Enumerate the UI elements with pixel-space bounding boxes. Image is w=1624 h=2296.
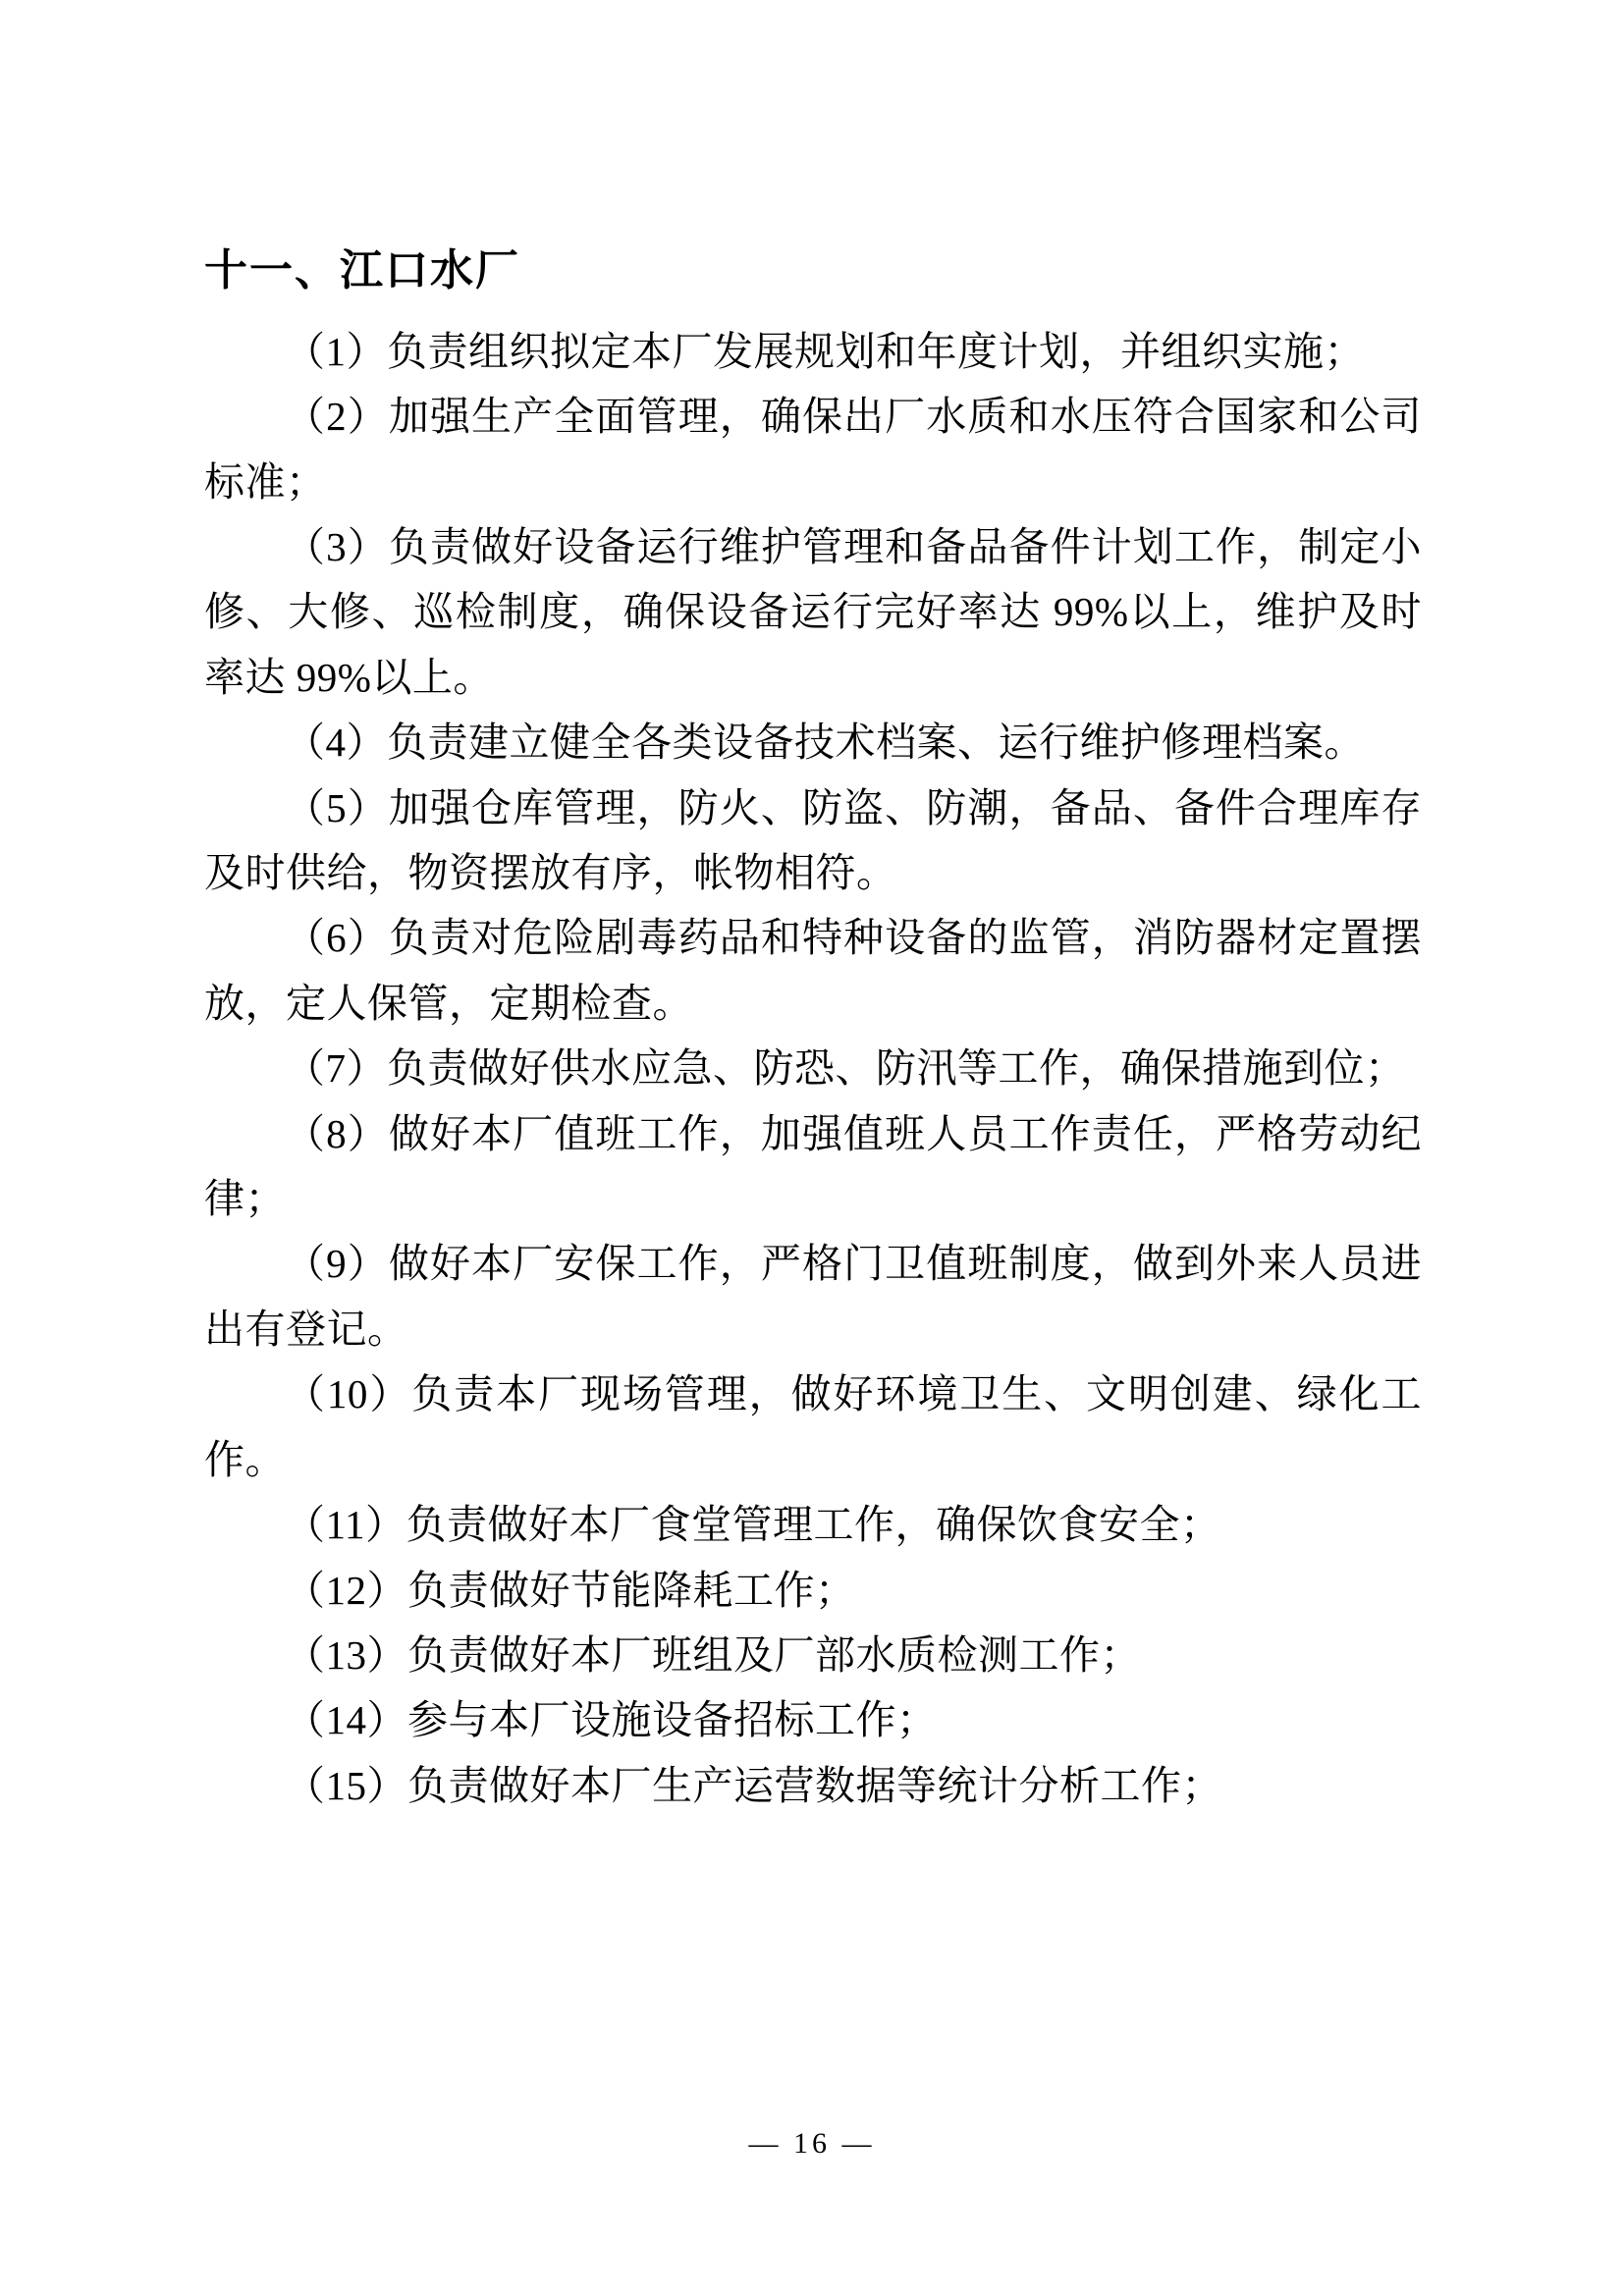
- paragraph-item: （4）负责建立健全各类设备技术档案、运行维护修理档案。: [285, 720, 1365, 766]
- paragraph-item: （11）负责做好本厂食堂管理工作，确保饮食安全；: [285, 1502, 1221, 1548]
- paragraph-item: （7）负责做好供水应急、防恐、防汛等工作，确保措施到位；: [285, 1045, 1406, 1092]
- paragraph-item: （1）负责组织拟定本厂发展规划和年度计划，并组织实施；: [285, 328, 1365, 374]
- paragraph-item: （9）做好本厂安保工作，严格门卫值班制度，做到外来人员进出有登记。: [204, 1241, 1422, 1352]
- paragraph-item: （15）负责做好本厂生产运营数据等统计分析工作；: [285, 1762, 1222, 1808]
- paragraph-item: （13）负责做好本厂班组及厂部水质检测工作；: [285, 1631, 1141, 1678]
- section-heading: 十一、江口水厂: [204, 245, 520, 295]
- paragraph-item: （14）参与本厂设施设备招标工作；: [285, 1697, 938, 1743]
- paragraph-item: （5）加强仓库管理，防火、防盗、防潮，备品、备件合理库存及时供给，物资摆放有序，帐物相符。: [204, 784, 1422, 896]
- paragraph-item: （6）负责对危险剧毒药品和特种设备的监管，消防器材定置摆放，定人保管，定期检查。: [204, 915, 1422, 1026]
- paragraph-item: （8）做好本厂值班工作，加强值班人员工作责任，严格劳动纪律；: [204, 1110, 1422, 1222]
- page-number: — 16 —: [748, 2127, 876, 2160]
- paragraph-item: （2）加强生产全面管理，确保出厂水质和水压符合国家和公司标准；: [204, 394, 1422, 505]
- page-content: [204, 245, 1422, 1818]
- paragraph-item: （12）负责做好节能降耗工作；: [285, 1567, 856, 1613]
- paragraph-item: （3）负责做好设备运行维护管理和备品备件计划工作，制定小修、大修、巡检制度，确保设备运行完好率达 99%以上，维护及时率达 99%以上。: [204, 524, 1422, 700]
- paragraph-item: （10）负责本厂现场管理，做好环境卫生、文明创建、绿化工作。: [204, 1371, 1422, 1482]
